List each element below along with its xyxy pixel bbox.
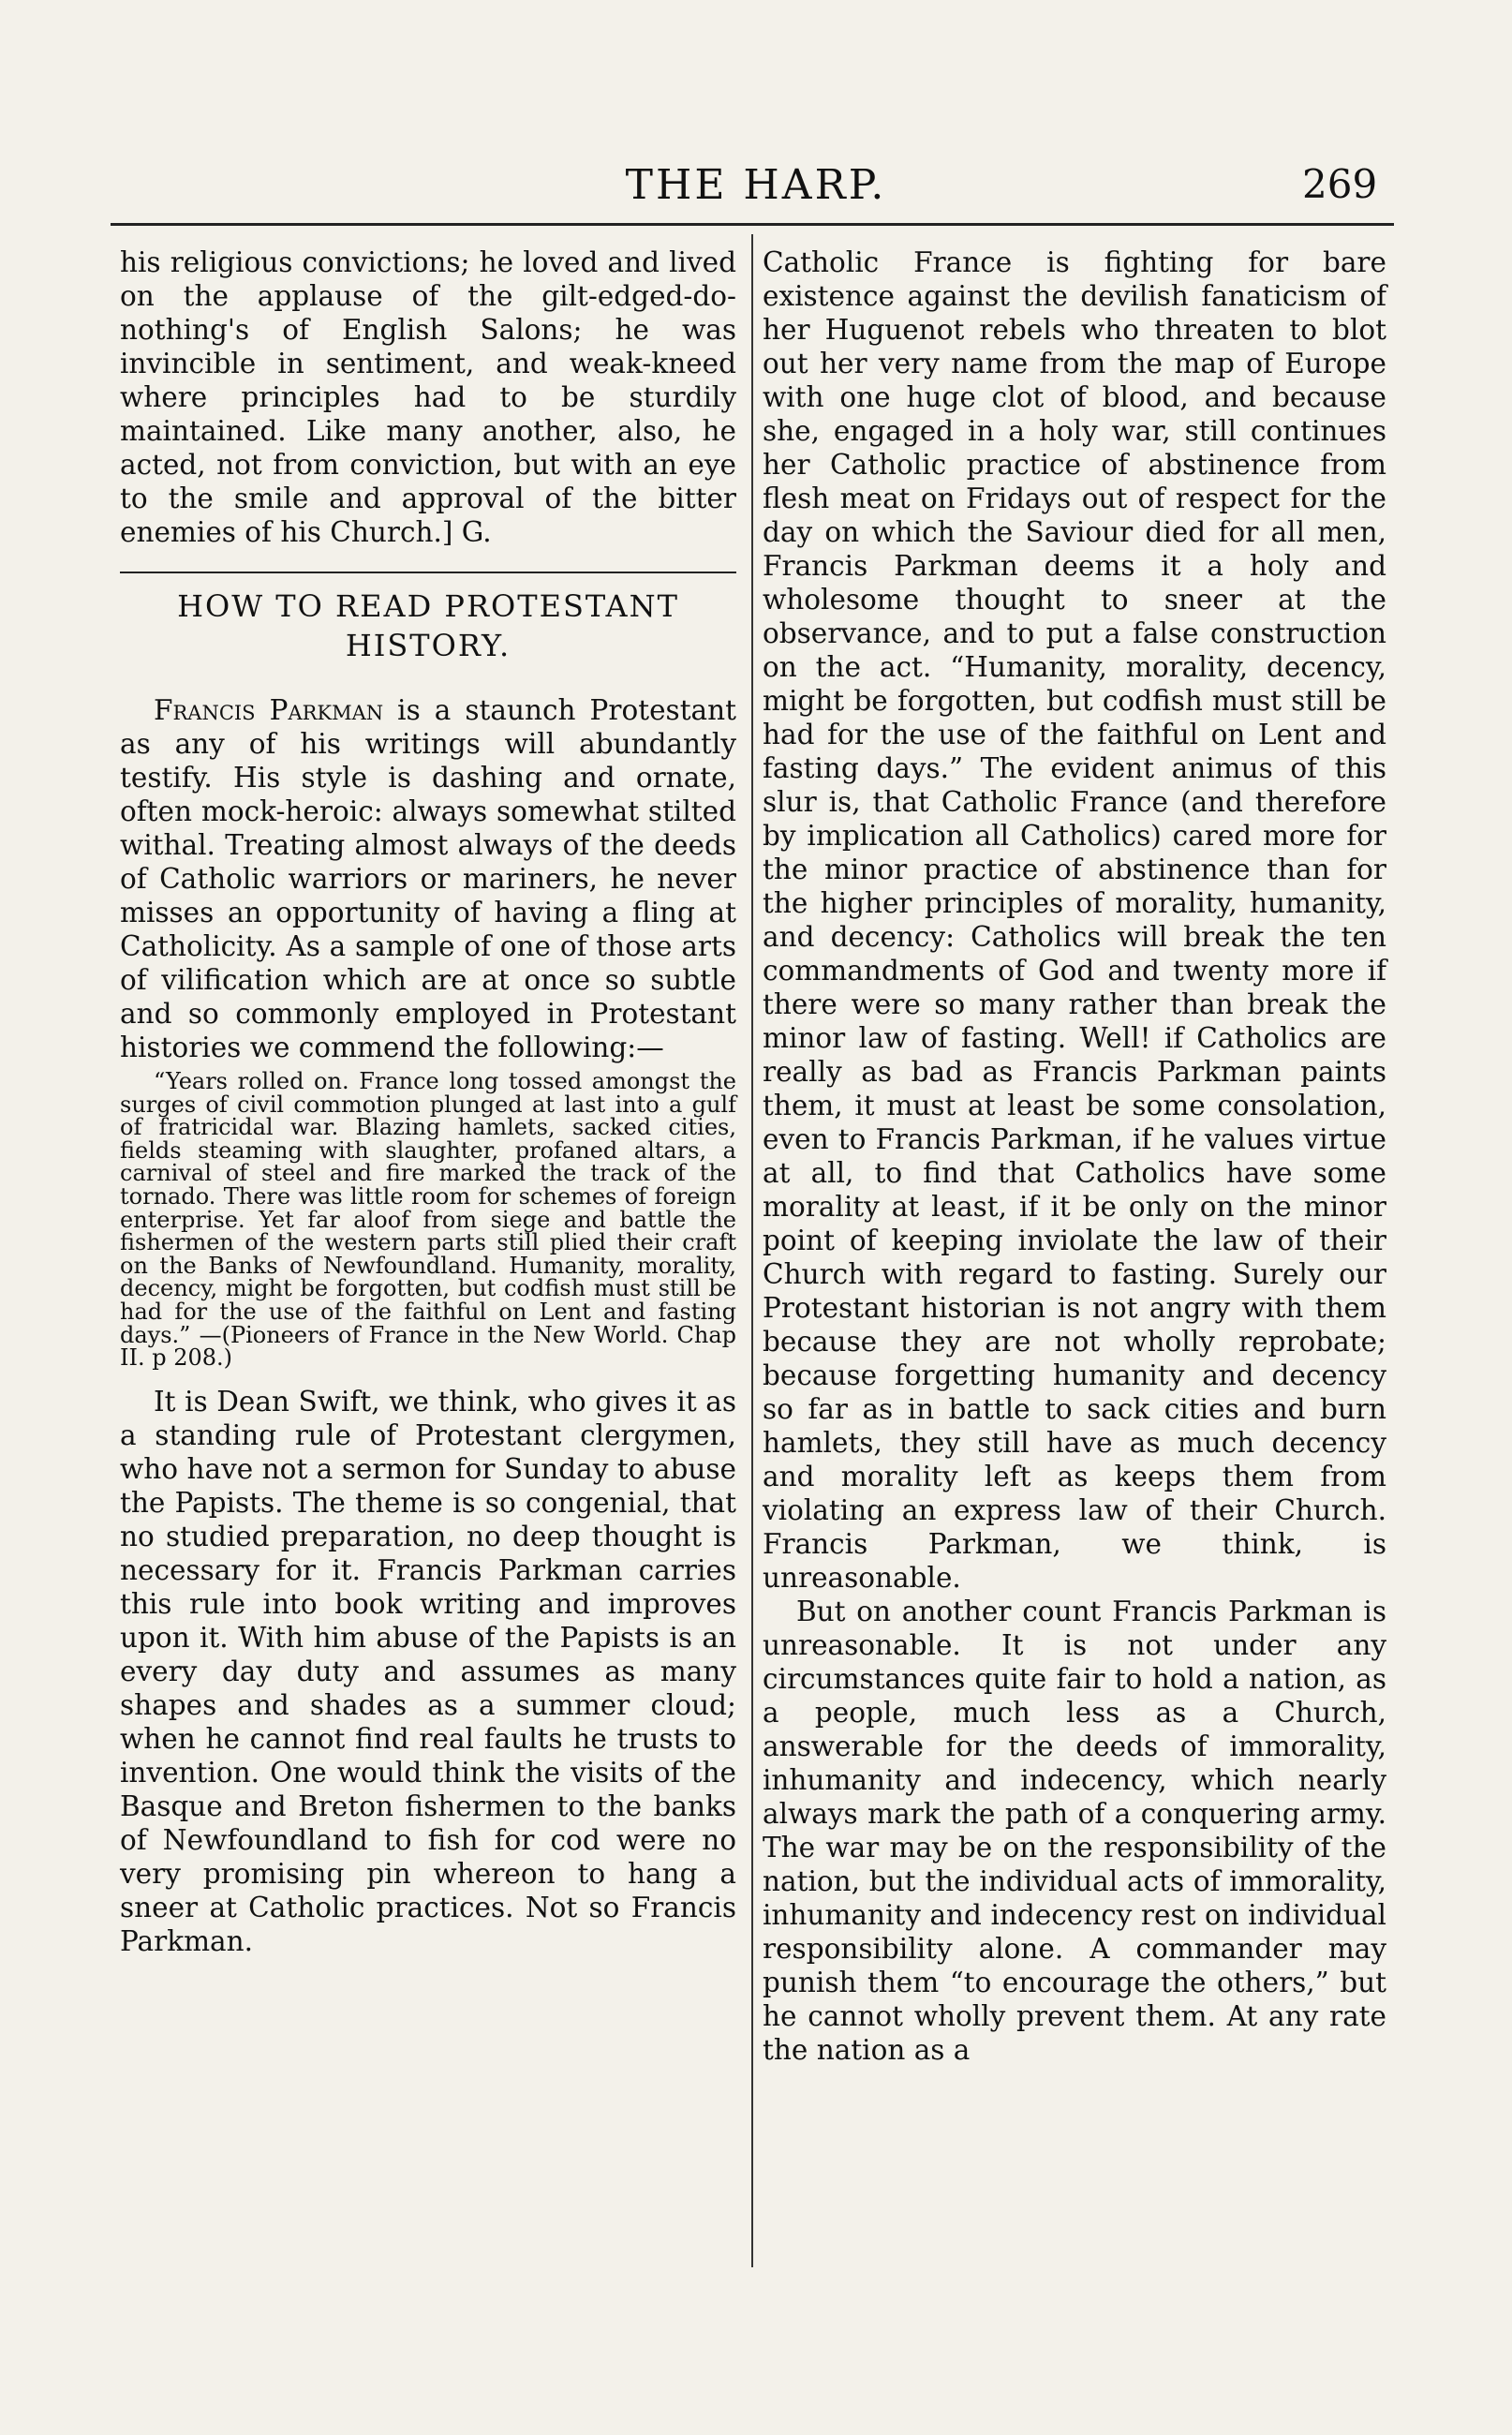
article-paragraph-3: Catholic France is fighting for bare existence against the devilish fanaticism of her Huguenot rebels who threaten to blot out her very name from the map of Europe with one huge clot of blood, and because she, engaged in a holy war, still continues her Catholic practice of abstinence from flesh meat on Fridays out of respect for the day on which the Saviour died for all men, Francis Parkman deems it a holy and wholesome thought to sneer at the observance, and to put a false construction on the act. “Humanity, morality, decency, might be forgotten, but codfish must still be had for the use of the faithful on Lent and fasting days.” The evident animus of this slur is, that Catholic France (and therefore by implication all Catholics) cared more for the minor practice of abstinence than for the higher principles of morality, humanity, and decency: Catholics will break the ten commandments of God and twenty more if there were so many rather than break the minor law of fasting. Well! if Catholics are really as bad as Francis Parkman paints them, it must at least be some consolation, even to Francis Parkman, if he values virtue at all, to find that Catholics have some morality at least, if it be only on the minor point of keeping inviolate the law of their Church with regard to fasting. Surely our Protestant historian is not angry with them because they are not wholly reprobate; because forgetting humanity and decency so far as in battle to sack cities and burn hamlets, they still have as much decency and morality left as keeps them from violating an express law of their Church. Francis Parkman, we think, is unreasonable.	[763, 246, 1386, 1594]
running-header-title: THE HARP.	[625, 161, 887, 209]
column-divider	[751, 234, 753, 2267]
intro-paragraph: his religious convictions; he loved and lived on the applause of the gilt-edged-do-nothing's of English Salons; he was invincible in sentiment, and weak-kneed where principles had to be sturdily maintained. Like many another, also, he acted, not from conviction, but with an eye to the smile and approval of the bitter enemies of his Church.] G.	[120, 246, 736, 548]
section-separator	[120, 572, 736, 573]
block-quote	[120, 1070, 736, 1370]
article-paragraph-1-text: is a staunch Protestant as any of his writings will abundantly testify. His style is dashing and ornate, often mock-heroic: always somewhat stilted withal. Treating almost always of the deeds of Catholic warriors or mariners, he never misses an opportunity of having a fling at Catholicity. As a sample of one of those arts of vilification which are at once so subtle and so commonly employed in Protestant histories we commend the following:—	[120, 694, 736, 1063]
article-paragraph-2: It is Dean Swift, we think, who gives it as a standing rule of Protestant clergymen, who have not a sermon for Sunday to abuse the Papists. The theme is so congenial, that no studied preparation, no deep thought is necessary for it. Francis Parkman carries this rule into book writing and improves upon it. With him abuse of the Papists is an every day duty and assumes as many shapes and shades as a summer cloud; when he cannot find real faults he trusts to invention. One would think the visits of the Basque and Breton fishermen to the banks of Newfoundland to fish for cod were no very promising pin whereon to hang a sneer at Catholic practices. Not so Francis Parkman.	[120, 1385, 736, 1957]
quote-text: “Years rolled on. France long tossed amongst the surges of civil commotion plunged at last into a gulf of fratricidal war. Blazing hamlets, sacked cities, fields steaming with slaughter, profaned altars, a carnival of steel and fire marked the track of the tornado. There was little room for schemes of foreign enterprise. Yet far aloof from siege and battle the fishermen of the western parts still plied their craft on the Banks of Newfoundland. Humanity, morality, decency, might be forgotten, but codfish must still be had for the use of the faithful on Lent and fasting days.” —(Pioneers of France in the New World. Chap II. p 208.)	[120, 1068, 736, 1372]
left-column	[120, 245, 736, 1958]
author-name: Francis Parkman	[154, 694, 384, 726]
page-number: 269	[1302, 161, 1378, 207]
article-paragraph-4: But on another count Francis Parkman is unreasonable. It is not under any circumstances quite fair to hold a nation, as a people, much less as a Church, answerable for the deeds of immorality, inhumanity and indecency, which nearly always mark the path of a conquering army. The war may be on the responsibility of the nation, but the individual acts of immorality, inhumanity and indecency rest on individual responsibility alone. A commander may punish them “to encourage the others,” but he cannot wholly prevent them. At any rate the nation as a	[763, 1596, 1386, 2066]
header-rule	[111, 223, 1394, 226]
right-column	[763, 245, 1386, 2067]
article-paragraph-1	[120, 693, 736, 1064]
article-title: HOW TO READ PROTESTANT HISTORY.	[177, 588, 679, 663]
